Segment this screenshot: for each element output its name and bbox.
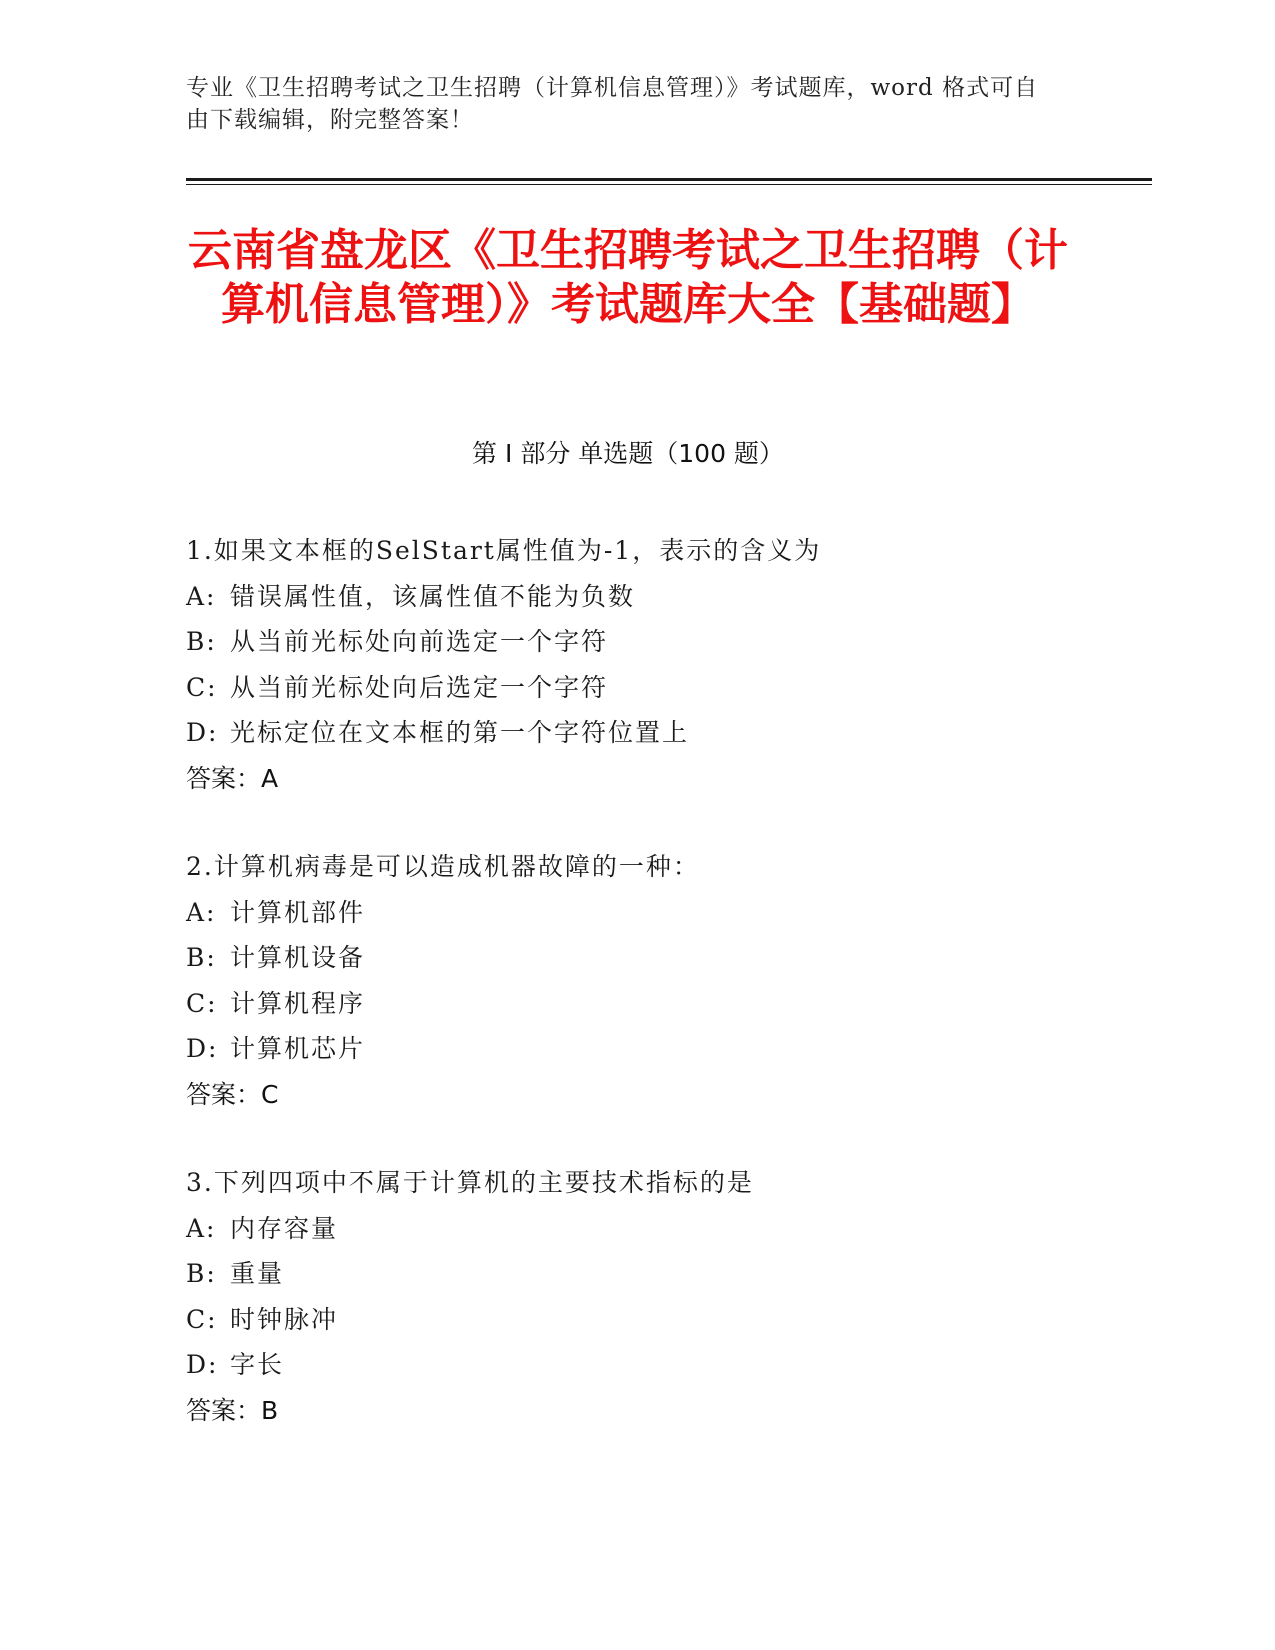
option-text: 重量 — [230, 1259, 285, 1288]
option-b — [186, 935, 1086, 981]
option-key: A: — [186, 897, 217, 927]
option-d — [186, 1026, 1086, 1072]
option-key: D: — [186, 718, 219, 747]
option-key: C: — [186, 1304, 218, 1334]
header-divider-thick — [186, 178, 1152, 181]
option-text: 从当前光标处向前选定一个字符 — [230, 627, 609, 656]
option-key: A: — [186, 581, 217, 611]
option-text: 计算机设备 — [230, 943, 366, 972]
option-text: 时钟脉冲 — [230, 1304, 339, 1334]
option-text: 光标定位在文本框的第一个字符位置上 — [230, 718, 690, 747]
header-divider-thin — [186, 184, 1152, 185]
option-text: 计算机芯片 — [230, 1034, 366, 1063]
option-b — [186, 1251, 1086, 1297]
document-title: 云南省盘龙区《卫生招聘考试之卫生招聘（计算机信息管理）》考试题库大全【基础题】 — [188, 225, 1068, 330]
option-key: D: — [186, 1350, 219, 1379]
option-key: C: — [186, 672, 218, 702]
option-text: 计算机部件 — [230, 897, 366, 927]
option-key: C: — [186, 988, 218, 1018]
option-key: D: — [186, 1034, 219, 1063]
option-d — [186, 710, 1086, 756]
answer: 答案：A — [186, 763, 279, 793]
question-stem: 3.下列四项中不属于计算机的主要技术指标的是 — [186, 1168, 754, 1197]
section-title: 第 I 部分 单选题（100 题） — [472, 439, 784, 468]
option-text: 内存容量 — [230, 1213, 339, 1243]
question-list — [186, 528, 1086, 1476]
option-c — [186, 981, 1086, 1027]
option-c — [186, 1297, 1086, 1343]
option-b — [186, 619, 1086, 665]
option-key: B: — [186, 1259, 217, 1288]
option-text: 字长 — [230, 1350, 285, 1379]
question-2 — [186, 844, 1086, 1117]
answer: 答案：C — [186, 1079, 279, 1109]
option-text: 计算机程序 — [230, 988, 366, 1018]
option-a — [186, 574, 1086, 620]
answer: 答案：B — [186, 1395, 279, 1425]
option-text: 从当前光标处向后选定一个字符 — [230, 672, 609, 702]
option-d — [186, 1342, 1086, 1388]
question-1 — [186, 528, 1086, 801]
option-key: A: — [186, 1213, 217, 1243]
option-c — [186, 665, 1086, 711]
question-stem: 2.计算机病毒是可以造成机器故障的一种： — [186, 852, 700, 881]
option-key: B: — [186, 627, 217, 656]
option-a — [186, 1206, 1086, 1252]
question-3 — [186, 1160, 1086, 1433]
question-stem: 1.如果文本框的SelStart属性值为-1，表示的含义为 — [186, 536, 822, 565]
header-note: 专业《卫生招聘考试之卫生招聘（计算机信息管理）》考试题库，word 格式可自 由下载编辑，附完整答案！ — [186, 75, 1039, 133]
option-a — [186, 890, 1086, 936]
option-text: 错误属性值，该属性值不能为负数 — [230, 581, 636, 611]
option-key: B: — [186, 943, 217, 972]
